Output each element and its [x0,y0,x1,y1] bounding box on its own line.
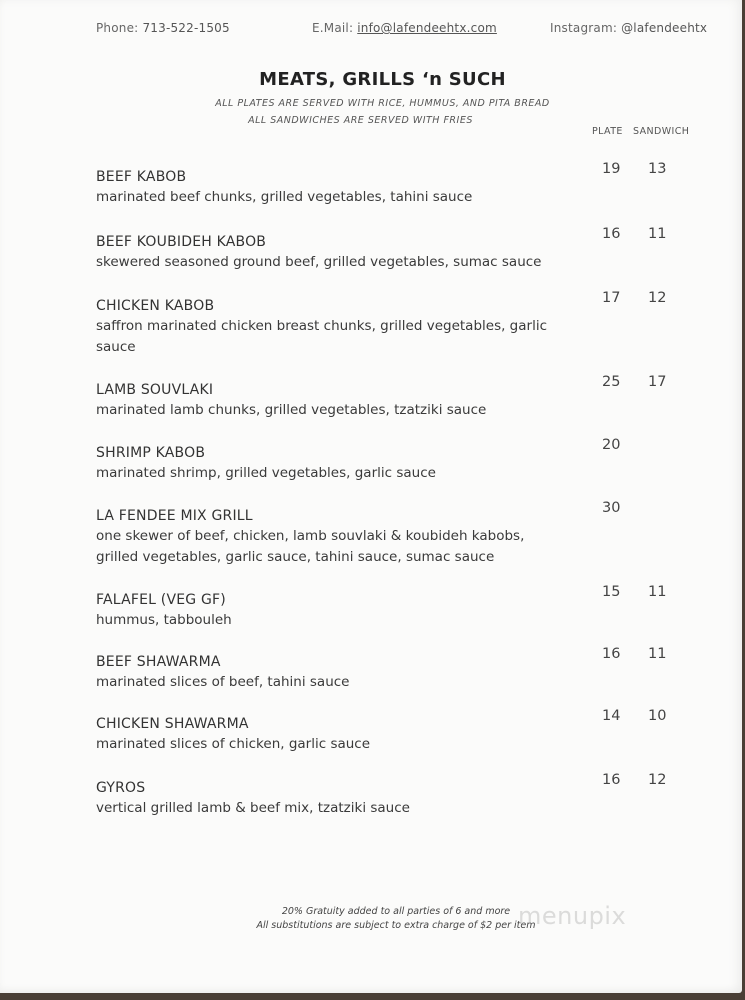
item-name: LA FENDEE MIX GRILL [96,508,253,524]
sandwich-price: 17 [648,374,667,390]
email-link[interactable]: info@lafendeehtx.com [357,21,497,35]
item-name: CHICKEN SHAWARMA [96,716,249,732]
phone-number: 713-522-1505 [142,21,230,35]
item-description: marinated shrimp, grilled vegetables, garlic sauce [96,465,436,481]
menu-item [96,500,716,568]
plate-price: 17 [602,290,621,306]
menu-item [96,226,716,273]
sandwich-price: 12 [648,772,667,788]
plate-price: 25 [602,374,621,390]
plate-price: 16 [602,226,621,242]
sandwich-price: 11 [648,584,667,600]
gratuity-note: 20% Gratuity added to all parties of 6 and more [281,906,511,917]
item-description: vertical grilled lamb & beef mix, tzatziki sauce [96,800,410,816]
item-name: CHICKEN KABOB [96,298,215,314]
phone-label: Phone: [96,21,139,35]
column-header-sandwich: SANDWICH [633,126,690,137]
menu-item [96,708,716,755]
sandwich-price: 13 [648,161,667,177]
item-name: LAMB SOUVLAKI [96,382,214,398]
plate-price: 16 [602,772,621,788]
item-name: FALAFEL (VEG GF) [96,592,226,608]
menu-item [96,584,716,631]
plate-price: 16 [602,646,621,662]
plate-price: 15 [602,584,621,600]
item-description: marinated lamb chunks, grilled vegetables, tzatziki sauce [96,402,487,418]
item-name: GYROS [96,780,146,796]
item-description: marinated slices of beef, tahini sauce [96,674,350,690]
contact-instagram [550,21,707,35]
sandwich-price: 11 [648,646,667,662]
menu-item [96,374,716,421]
item-description: skewered seasoned ground beef, grilled vegetables, sumac sauce [96,254,542,270]
substitution-note: All substitutions are subject to extra charge of $2 per item [256,920,536,931]
column-header-plate: PLATE [592,126,623,137]
plate-price: 30 [602,500,621,516]
sandwiches-note: ALL SANDWICHES ARE SERVED WITH FRIES [248,115,473,126]
item-name: BEEF KABOB [96,169,187,185]
menu-item [96,161,716,208]
menu-item [96,646,716,693]
sandwich-price: 11 [648,226,667,242]
item-description: marinated beef chunks, grilled vegetables, tahini sauce [96,189,473,205]
item-name: BEEF SHAWARMA [96,654,221,670]
instagram-label: Instagram: [550,21,618,35]
email-label: E.Mail: [312,21,354,35]
menu-item [96,772,716,819]
contact-phone [96,21,230,35]
instagram-handle: @lafendeehtx [621,21,708,35]
plate-price: 19 [602,161,621,177]
sandwich-price: 12 [648,290,667,306]
watermark: menupix [518,902,627,930]
item-description: marinated slices of chicken, garlic sauce [96,736,371,752]
item-name: SHRIMP KABOB [96,445,206,461]
plate-price: 14 [602,708,621,724]
item-description: one skewer of beef, chicken, lamb souvlaki & koubideh kabobs, grilled vegetables, garlic sauce, tahini sauce, sumac sauce [96,528,525,565]
menu-item [96,290,716,358]
plates-note: ALL PLATES ARE SERVED WITH RICE, HUMMUS, AND PITA BREAD [215,98,550,109]
section-title: MEATS, GRILLS ‘n SUCH [259,69,506,90]
contact-email [312,21,497,35]
menu-item [96,437,716,484]
sandwich-price: 10 [648,708,667,724]
item-description: hummus, tabbouleh [96,612,232,628]
item-description: saffron marinated chicken breast chunks, grilled vegetables, garlic sauce [96,318,547,355]
plate-price: 20 [602,437,621,453]
item-name: BEEF KOUBIDEH KABOB [96,234,267,250]
